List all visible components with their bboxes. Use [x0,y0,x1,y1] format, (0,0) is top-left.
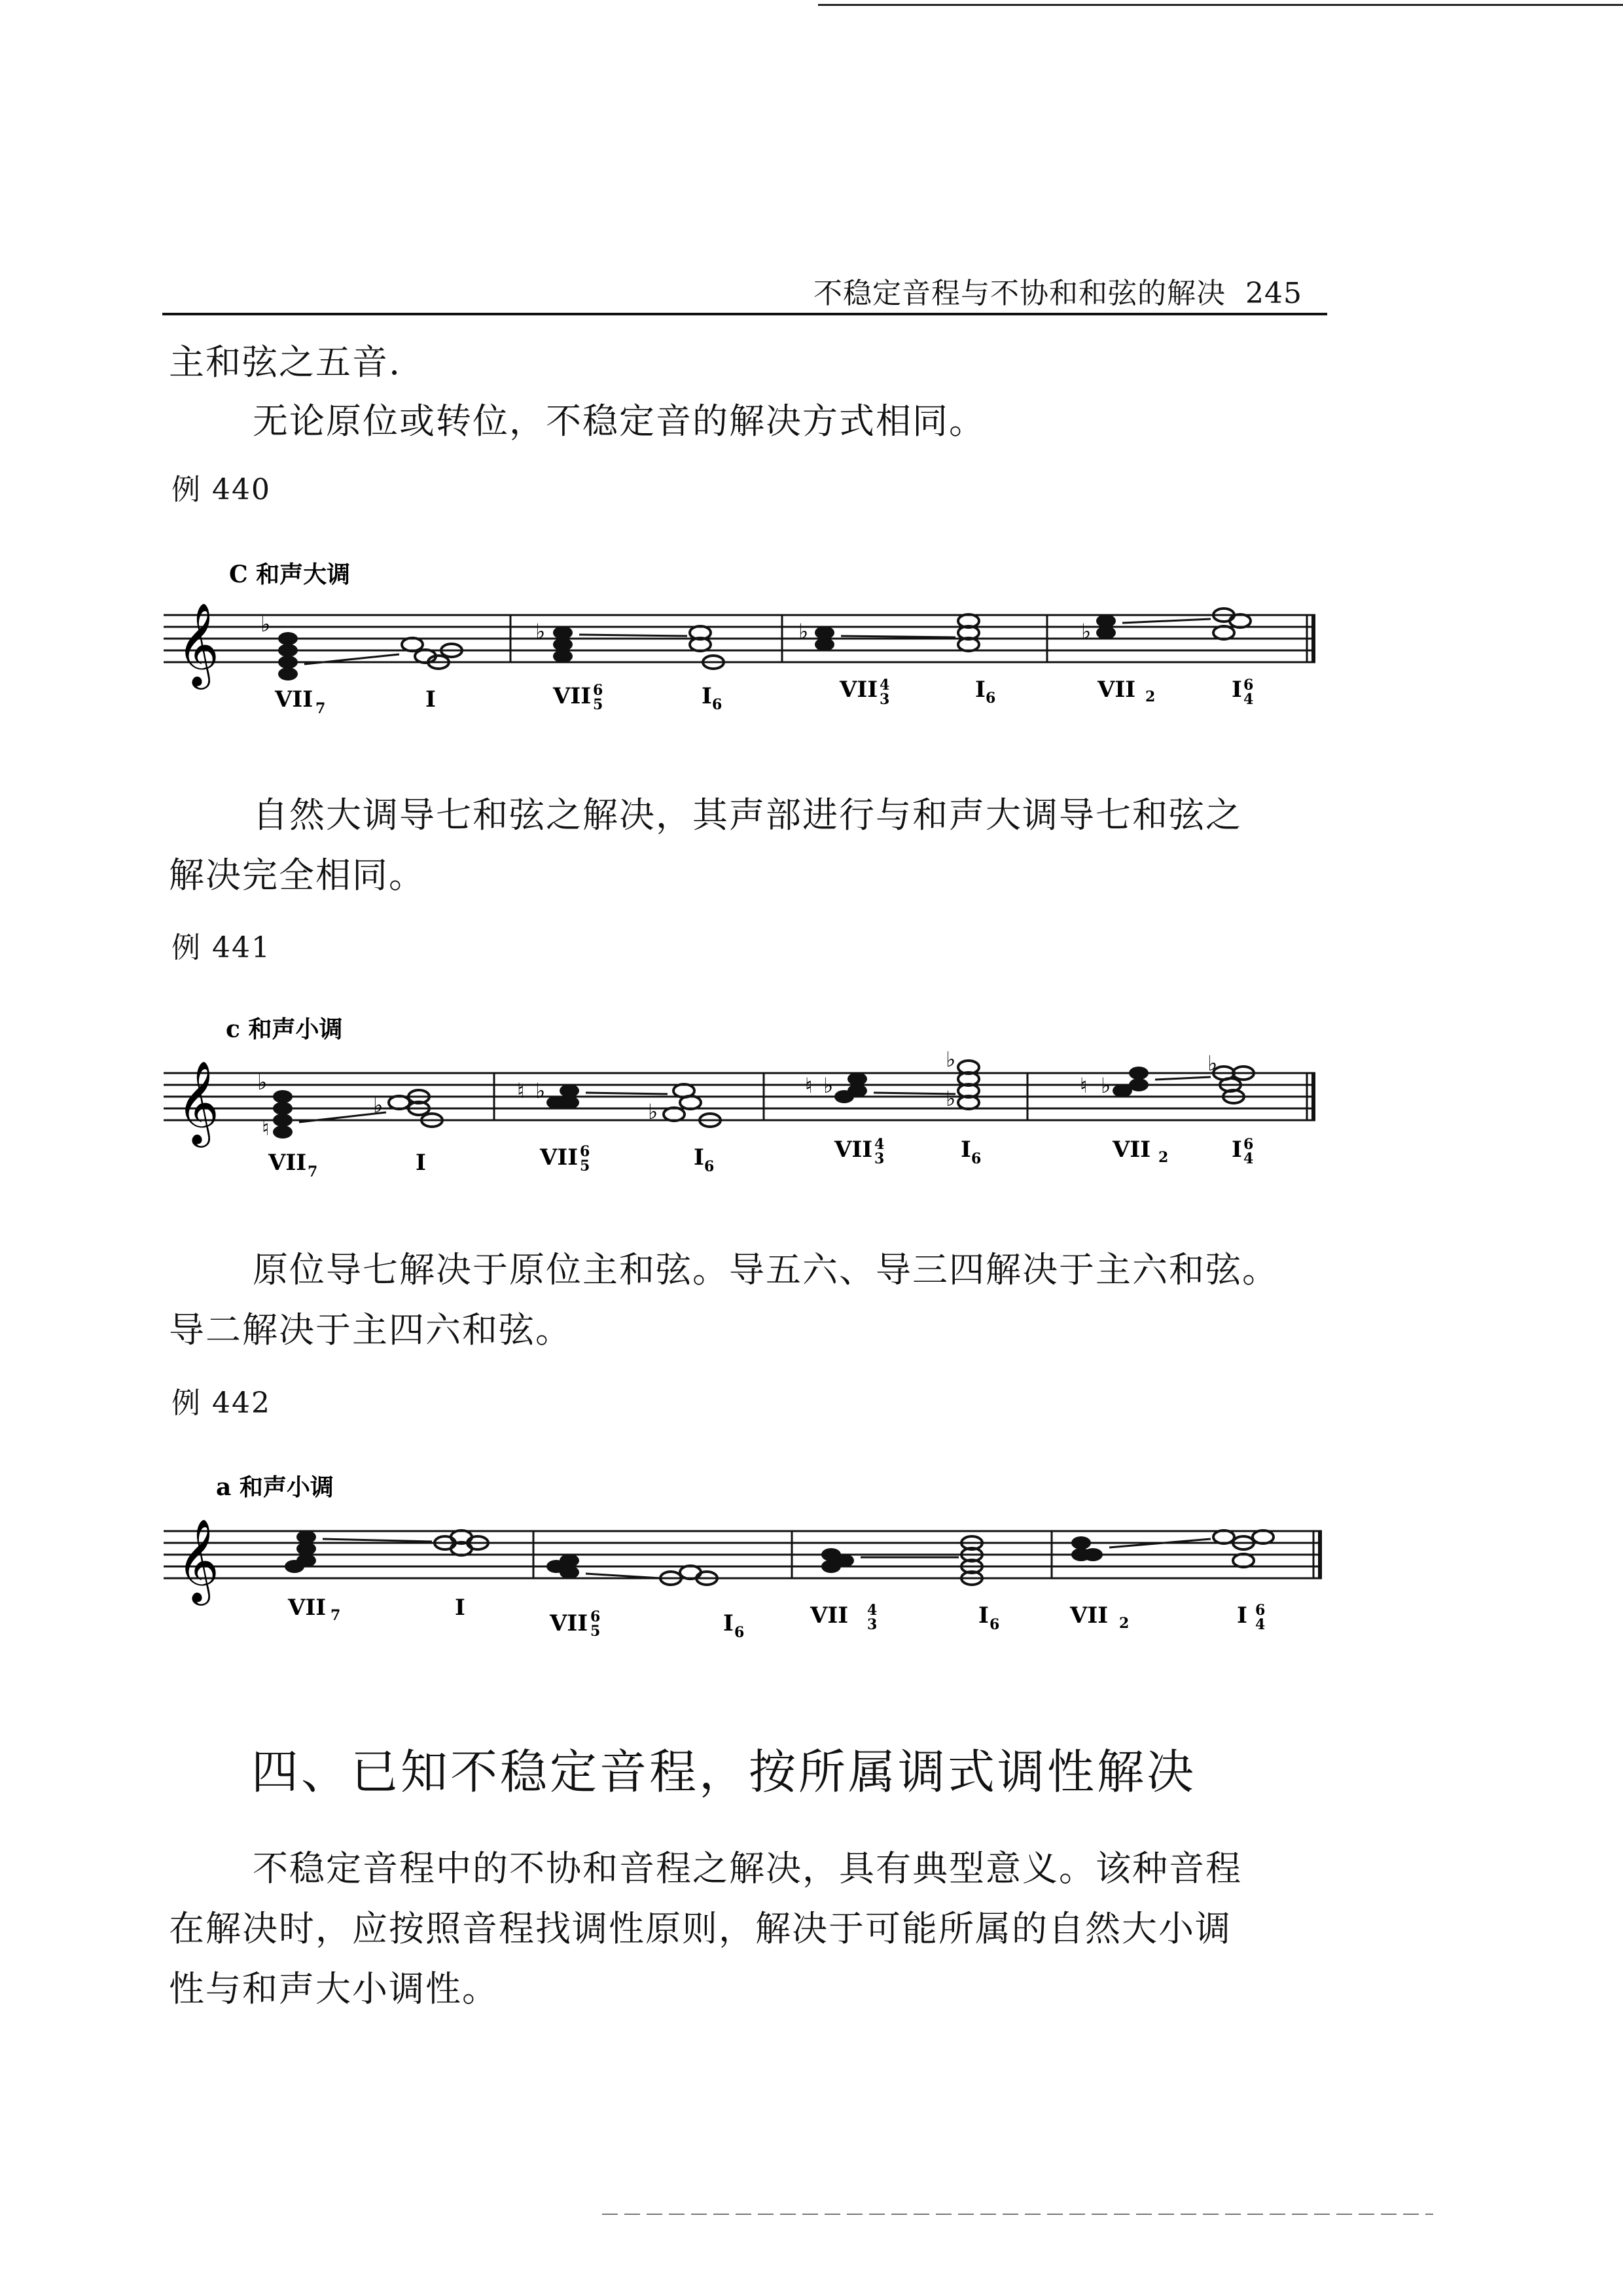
staff-lines [164,1531,1322,1578]
chord-5-sup: 4 [880,677,890,694]
music-example-440 [164,556,1329,726]
chord-labels [268,1136,1253,1180]
svg-text:♭: ♭ [257,1070,268,1095]
chord-3-numeral: VII [540,1144,579,1171]
chord-8-numeral: I [1232,1137,1242,1163]
chord-5-sup: 4 [874,1136,885,1153]
paragraph-4-line-2: 导二解决于主四六和弦。 [169,1309,572,1351]
svg-text:♮: ♮ [805,1073,813,1098]
svg-text:♮: ♮ [1080,1073,1088,1098]
music-example-442 [164,1466,1329,1649]
chord-3-sup: 6 [593,682,603,699]
chord-4-sub: 6 [734,1624,745,1641]
chord-7-sub: 2 [1158,1149,1169,1166]
chord-2-numeral: I [455,1595,465,1621]
svg-text:♭: ♭ [535,1078,546,1103]
paragraph-3-line-1: 自然大调导七和弦之解决，其声部进行与和声大调导七和弦之 [253,794,1242,836]
chord-7-numeral: VII [1097,677,1136,703]
top-edge-rule [818,4,1623,6]
staff-442 [164,1466,1329,1649]
chord-4-numeral: I [694,1144,704,1171]
chord-5-sup: 4 [867,1602,878,1619]
chord-8-sup: 6 [1243,677,1254,694]
paragraph-3-line-2: 解决完全相同。 [169,855,425,896]
chord-8-sub: 4 [1243,691,1254,708]
chord-8-numeral: I [1232,677,1242,703]
chord-6-numeral: I [961,1137,971,1163]
chord-3-sup: 6 [590,1608,601,1625]
chord-5-numeral: VII [810,1602,849,1629]
chord-7-numeral: VII [1113,1137,1151,1163]
svg-text:♭: ♭ [260,612,271,637]
chord-6-sub: 6 [990,1616,1000,1633]
svg-text:♭: ♭ [798,619,809,644]
chord-7-sub: 2 [1119,1615,1130,1632]
voice-lines [304,619,1211,664]
chord-1-sub: 7 [330,1607,341,1624]
svg-text:♭: ♭ [823,1073,834,1098]
example-label-441: 例 441 [171,931,271,964]
paragraph-5-line-2: 在解决时，应按照音程找调性原则，解决于可能所属的自然大小调 [169,1908,1232,1949]
chord-4-numeral: I [702,683,712,709]
chord-5-numeral: VII [834,1137,873,1163]
paragraph-2: 无论原位或转位，不稳定音的解决方式相同。 [253,400,986,442]
chord-8-sub: 4 [1255,1616,1266,1633]
chord-4-numeral: I [723,1610,734,1636]
whole-notes [435,1530,1274,1585]
chord-3-sup: 6 [580,1143,590,1160]
key-title: C 和声大调 [229,561,351,588]
accidentals [257,1047,1217,1140]
header-title: 不稳定音程与不协和和弦的解决 [813,277,1226,310]
running-header [726,270,1302,311]
music-example-441 [164,1008,1329,1184]
paragraph-1: 主和弦之五音. [169,342,402,383]
chord-labels [274,677,1253,717]
staff-441 [164,1008,1329,1184]
svg-text:♭: ♭ [648,1099,658,1124]
chord-5-numeral: VII [840,677,878,703]
chord-4-sub: 6 [704,1158,715,1175]
paragraph-5-line-1: 不稳定音程中的不协和音程之解决，具有典型意义。该种音程 [253,1848,1242,1889]
example-label-442: 例 442 [171,1386,271,1420]
chord-5-sub: 3 [874,1150,885,1167]
chord-1-numeral: VII [288,1595,327,1621]
paragraph-4 [169,1240,1347,1360]
chord-1-sub: 7 [315,700,326,717]
bottom-dashed-rule [602,2214,1433,2215]
svg-text:♭: ♭ [946,1086,956,1111]
svg-text:♮: ♮ [262,1116,270,1140]
svg-text:♭: ♭ [1081,619,1092,644]
chord-3-sub: 5 [580,1157,590,1174]
key-title: c 和声小调 [226,1016,343,1043]
chord-labels [287,1595,1265,1641]
chord-6-numeral: I [975,677,986,703]
treble-clef-icon: 𝄞 [177,602,220,686]
svg-text:♭: ♭ [946,1047,956,1072]
chord-3-sub: 5 [590,1623,601,1640]
chord-8-numeral: I [1237,1602,1247,1629]
paragraph-3 [169,785,1334,906]
paragraph-5-line-3: 性与和声大小调性。 [169,1968,499,2009]
chord-6-sub: 6 [971,1150,982,1167]
page-number: 245 [1245,277,1302,310]
svg-text:♭: ♭ [373,1093,383,1118]
chord-3-numeral: VII [550,1610,588,1636]
staff-440 [164,556,1329,726]
key-title: a 和声小调 [216,1474,334,1501]
chord-7-numeral: VII [1070,1602,1109,1629]
svg-text:♭: ♭ [1207,1051,1218,1076]
svg-text:♭: ♭ [535,619,546,644]
chord-7-sub: 2 [1145,688,1156,705]
chord-8-sub: 4 [1243,1150,1254,1167]
section-heading: 四、已知不稳定音程，按所属调式调性解决 [251,1744,1197,1799]
chord-3-numeral: VII [553,683,592,709]
example-label-440: 例 440 [171,473,271,506]
chord-6-sub: 6 [986,690,996,707]
chord-1-numeral: VII [268,1150,307,1176]
chord-1-sub: 7 [308,1163,318,1180]
chord-6-numeral: I [978,1602,989,1629]
svg-text:♮: ♮ [517,1078,525,1103]
paragraph-4-line-1: 原位导七解决于原位主和弦。导五六、导三四解决于主六和弦。 [253,1249,1279,1290]
chord-8-sup: 6 [1255,1602,1266,1619]
chord-4-sub: 6 [712,696,722,713]
svg-text:♭: ♭ [1101,1073,1111,1098]
header-rule [162,313,1327,315]
chord-3-sub: 5 [593,696,603,713]
treble-clef-icon: 𝄞 [177,1518,220,1602]
chord-5-sub: 3 [867,1616,878,1633]
chord-1-numeral: VII [275,686,313,713]
paragraph-5 [169,1839,1347,2019]
chord-8-sup: 6 [1243,1136,1254,1153]
chord-2-numeral: I [425,686,436,713]
chord-2-numeral: I [416,1150,426,1176]
treble-clef-icon: 𝄞 [177,1060,220,1144]
chord-5-sub: 3 [880,691,890,708]
